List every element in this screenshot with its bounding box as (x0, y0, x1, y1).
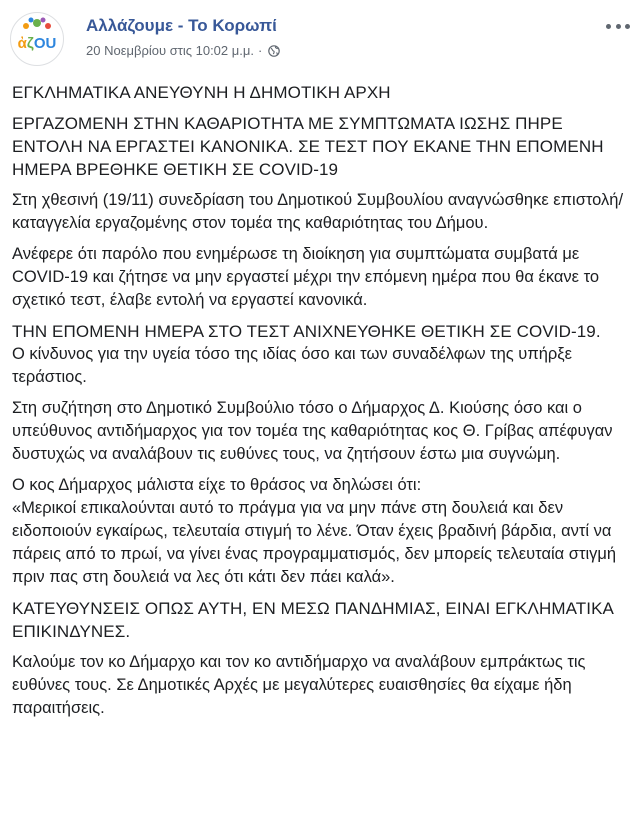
post-paragraph: Στη χθεσινή (19/11) συνεδρίαση του Δημοτικού Συμβουλίου αναγνώσθηκε επιστολή/καταγγελία εργαζομένης στον τομέα της καθαριότητας του Δήμου. (12, 191, 624, 232)
globe-icon[interactable] (268, 45, 280, 57)
post-paragraph: Ανέφερε ότι παρόλο που ενημέρωσε τη διοίκηση για συμπτώματα συμβατά με COVID-19 και ζήτησε να μην εργαστεί μέχρι την επόμενη ημέρα που θα έκανε το σχετικό τεστ, έλαβε εντολή να εργαστεί κανονικά. (12, 245, 600, 309)
meta-separator: · (257, 43, 263, 58)
post-meta (86, 43, 280, 58)
post-body (12, 81, 628, 728)
page-name-link[interactable]: Αλλάζουμε - Το Κορωπί (86, 16, 277, 35)
post-paragraph-headline: ΕΓΚΛΗΜΑΤΙΚΑ ΑΝΕΥΘΥΝΗ Η ΔΗΜΟΤΙΚΗ ΑΡΧΗ (12, 83, 391, 102)
post-paragraph: Στη συζήτηση στο Δημοτικό Συμβούλιο τόσο ο Δήμαρχος Δ. Κιούσης όσο και ο υπεύθυνος αντιδήμαρχος για τον τομέα της καθαριότητας κος Θ. Γρίβας απέφυγαν δυστυχώς να αναλάβουν τις ευθύνες τους, να ζητήσουν έστω μια συγνώμη. (12, 399, 613, 463)
post-paragraph: Ο κίνδυνος για την υγεία τόσο της ιδίας όσο και των συναδέλφων της υπήρξε τεράστιος. (12, 345, 573, 386)
allazoume-logo-icon (13, 15, 61, 63)
more-options-icon[interactable] (606, 18, 630, 34)
page-avatar[interactable] (10, 12, 64, 66)
post-paragraph: Ο κος Δήμαρχος μάλιστα είχε το θράσος να δηλώσει ότι: (12, 476, 422, 494)
post-quote: «Μερικοί επικαλούνται αυτό το πράγμα για να μην πάνε στη δουλειά και δεν ειδοποιούν εγκαίρως, τελευταία στιγμή το λένε. Όταν έχεις βραδινή βάρδια, αντί να πάρεις από το πρωί, να γίνει ένας προγραμματισμός, δεν μπορείς τελευταία στιγμή πριν πας στη δουλειά να λες ότι κάτι δεν πάει καλά». (12, 499, 617, 586)
post-header (10, 12, 630, 68)
post-paragraph: Καλούμε τον κο Δήμαρχο και τον κο αντιδήμαρχο να αναλάβουν εμπράκτως τις ευθύνες τους. Σε Δημοτικές Αρχές με μεγαλύτερες ευαισθησίες θα είχαμε ήδη παραιτήσεις. (12, 653, 586, 717)
post-paragraph: ΚΑΤΕΥΘΥΝΣΕΙΣ ΟΠΩΣ ΑΥΤΗ, ΕΝ ΜΕΣΩ ΠΑΝΔΗΜΙΑΣ, ΕΙΝΑΙ ΕΓΚΛΗΜΑΤΙΚΑ ΕΠΙΚΙΝΔΥΝΕΣ. (12, 599, 614, 641)
post-timestamp[interactable]: 20 Νοεμβρίου στις 10:02 μ.μ. (86, 43, 254, 58)
post-paragraph-subheadline: ΕΡΓΑΖΟΜΕΝΗ ΣΤΗΝ ΚΑΘΑΡΙΟΤΗΤΑ ΜΕ ΣΥΜΠΤΩΜΑΤΑ ΙΩΣΗΣ ΠΗΡΕ ΕΝΤΟΛΗ ΝΑ ΕΡΓΑΣΤΕΙ ΚΑΝΟΝΙΚΑ. ΣΕ ΤΕΣΤ ΠΟΥ ΕΚΑΝΕ ΤΗΝ ΕΠΟΜΕΝΗ ΗΜΕΡΑ ΒΡΕΘΗΚΕ ΘΕΤΙΚΗ ΣΕ COVID-19 (12, 114, 604, 179)
svg-text:ἀζOU: ἀζOU (17, 35, 57, 52)
post-paragraph: ΤΗΝ ΕΠΟΜΕΝΗ ΗΜΕΡΑ ΣΤΟ ΤΕΣΤ ΑΝΙΧΝΕΥΘΗΚΕ ΘΕΤΙΚΗ ΣΕ COVID-19. (12, 322, 601, 341)
